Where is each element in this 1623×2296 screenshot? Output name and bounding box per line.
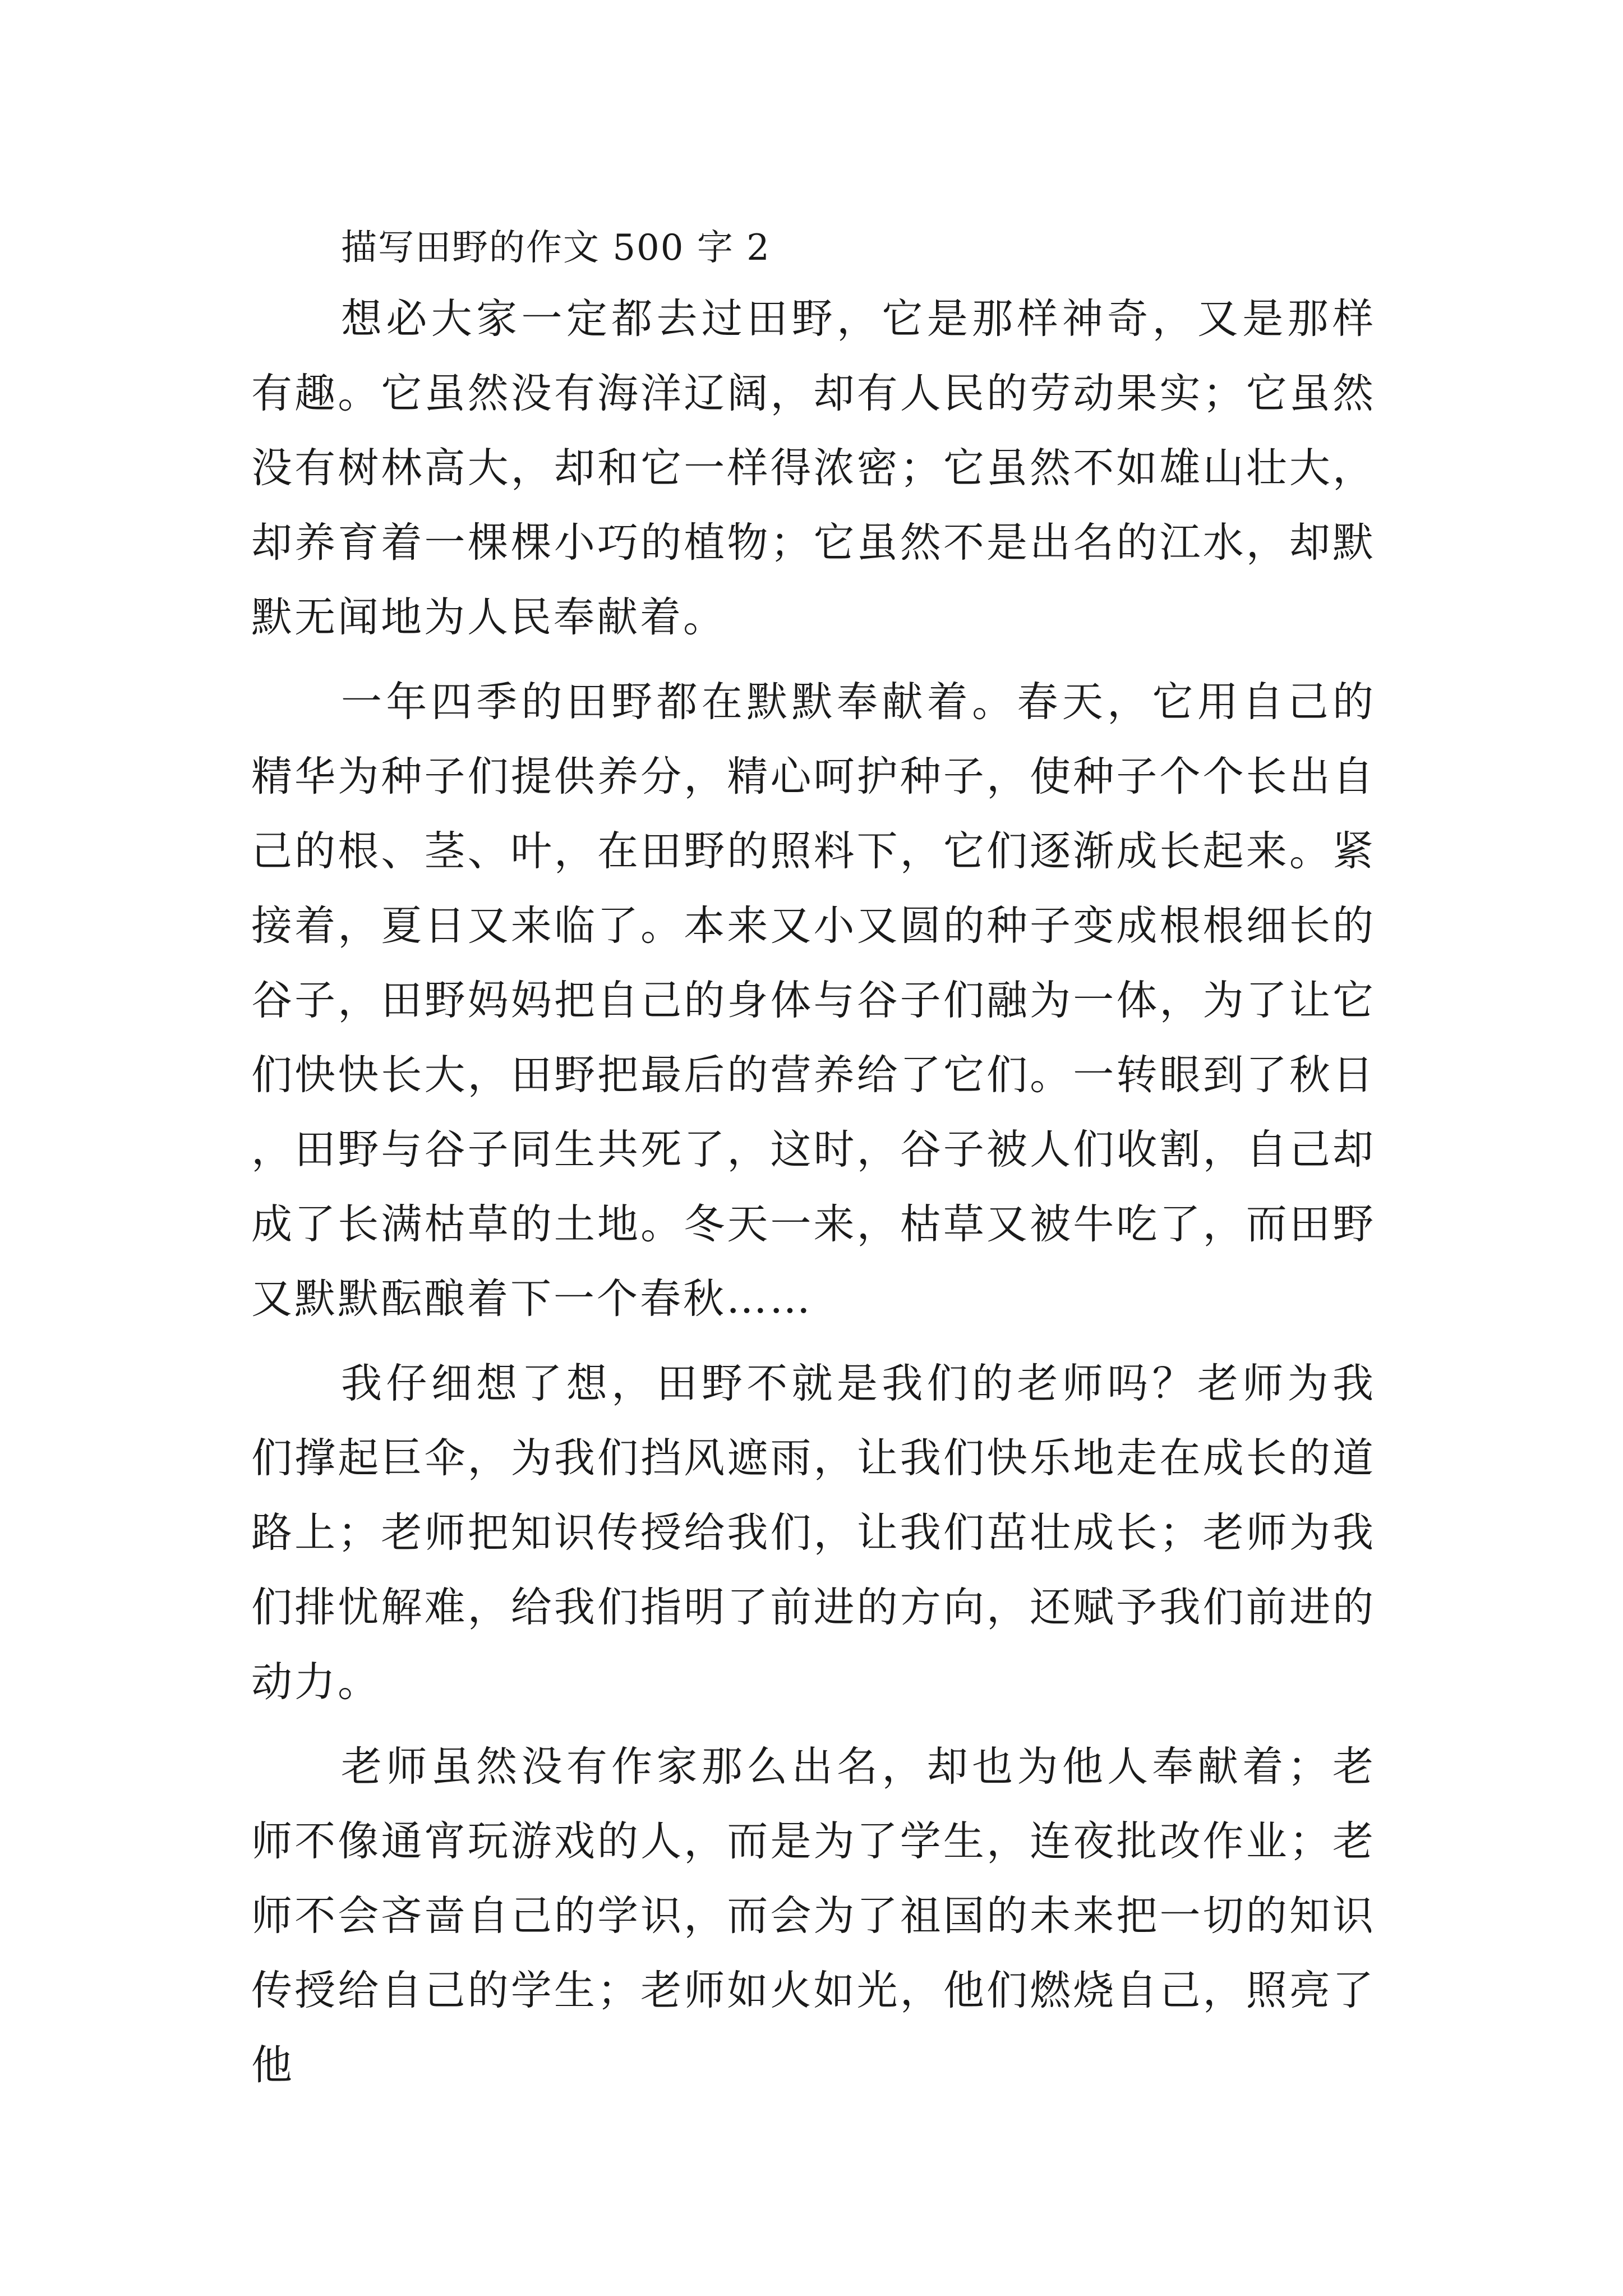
paragraph-4: 老师虽然没有作家那么出名，却也为他人奉献着；老师不像通宵玩游戏的人，而是为了学生，连夜批改作业；老师不会吝啬自己的学识，而会为了祖国的未来把一切的知识传授给自己的学生；老师如火如光，他们燃烧自己，照亮了他 — [251, 1743, 1376, 2089]
essay-title: 描写田野的作文 500 字 2 — [341, 227, 771, 269]
paragraph-1: 想必大家一定都去过田野，它是那样神奇，又是那样有趣。它虽然没有海洋辽阔，却有人民的劳动果实；它虽然没有树林高大，却和它一样得浓密；它虽然不如雄山壮大，却养育着一棵棵小巧的植物；它虽然不是出名的江水，却默默无闻地为人民奉献着。 — [251, 295, 1376, 641]
document-body — [251, 214, 1376, 2102]
paragraph-3: 我仔细想了想，田野不就是我们的老师吗？老师为我们撑起巨伞，为我们挡风遮雨，让我们快乐地走在成长的道路上；老师把知识传授给我们，让我们茁壮成长；老师为我们排忧解难，给我们指明了前进的方向，还赋予我们前进的动力。 — [251, 1360, 1376, 1706]
paragraph-2: 一年四季的田野都在默默奉献着。春天，它用自己的精华为种子们提供养分，精心呵护种子，使种子个个长出自己的根、茎、叶，在田野的照料下，它们逐渐成长起来。紧接着，夏日又来临了。本来又小又圆的种子变成根根细长的谷子，田野妈妈把自己的身体与谷子们融为一体，为了让它们快快长大，田野把最后的营养给了它们。一转眼到了秋日，田野与谷子同生共死了，这时，谷子被人们收割，自己却成了长满枯草的土地。冬天一来，枯草又被牛吃了，而田野又默默酝酿着下一个春秋…… — [251, 678, 1376, 1323]
